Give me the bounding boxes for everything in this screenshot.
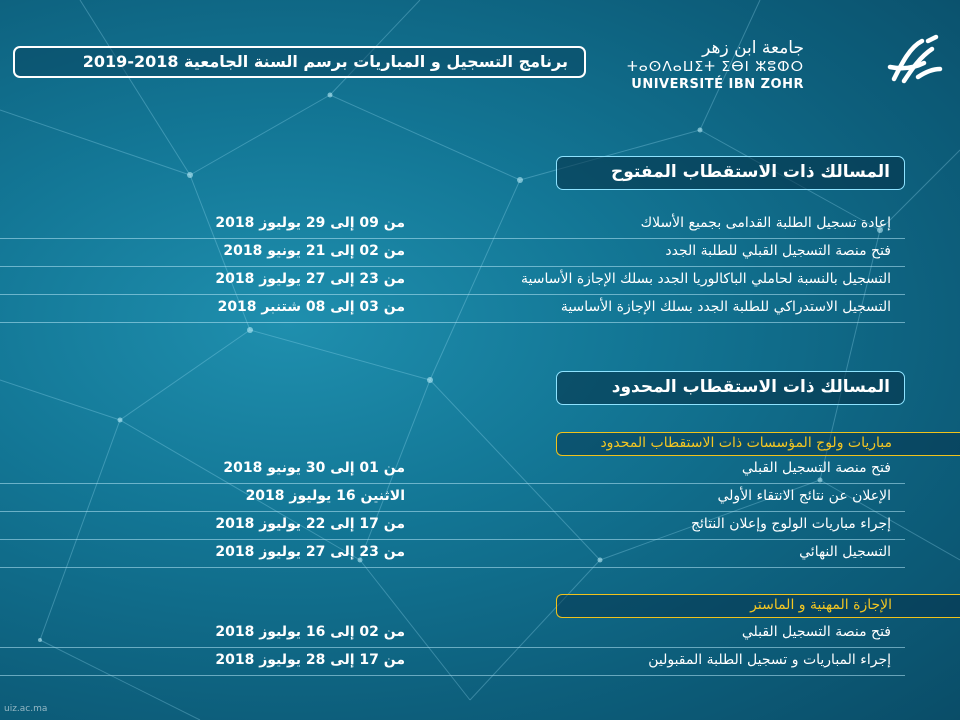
logo-arabic-name: جامعة ابن زهر (702, 38, 804, 58)
row-date: من 23 إلى 27 يوليوز 2018 (215, 544, 405, 560)
page-title: برنامج التسجيل و المباريات برسم السنة الجامعية 2018-2019 (13, 46, 586, 78)
row-date: من 17 إلى 22 يوليوز 2018 (215, 516, 405, 532)
subsection-header-masters: الإجازة المهنية و الماستر (556, 594, 960, 618)
table-row (0, 239, 905, 267)
row-date: من 02 إلى 21 يونيو 2018 (223, 243, 405, 259)
table-row (0, 512, 905, 540)
site-watermark: uiz.ac.ma (4, 704, 48, 714)
row-label: الإعلان عن نتائج الانتقاء الأولي (717, 488, 891, 504)
row-date: من 23 إلى 27 يوليوز 2018 (215, 271, 405, 287)
logo-tifinagh-name: ⵜⴰⵙⴷⴰⵡⵉⵜ ⵉⴱⵏ ⵣⵓⵀⵔ (626, 59, 804, 75)
table-row (0, 456, 905, 484)
row-date: الاثنين 16 يوليوز 2018 (245, 488, 405, 504)
row-label: إجراء المباريات و تسجيل الطلبة المقبولين (648, 652, 891, 668)
row-date: من 09 إلى 29 يوليوز 2018 (215, 215, 405, 231)
table-row (0, 484, 905, 512)
row-label: فتح منصة التسجيل القبلي للطلبة الجدد (665, 243, 891, 259)
table-row (0, 211, 905, 239)
row-label: فتح منصة التسجيل القبلي (741, 624, 891, 640)
logo-latin-name: UNIVERSITÉ IBN ZOHR (631, 77, 804, 92)
row-label: التسجيل بالنسبة لحاملي الباكالوريا الجدد بسلك الإجازة الأساسية (521, 271, 891, 287)
university-logo (626, 33, 946, 95)
table-row (0, 620, 905, 648)
table-row (0, 295, 905, 323)
section-header-open-access: المسالك ذات الاستقطاب المفتوح (556, 156, 905, 190)
row-date: من 03 إلى 08 شتنبر 2018 (217, 299, 405, 315)
table-row (0, 648, 905, 676)
university-emblem-icon (882, 33, 946, 89)
row-label: إجراء مباريات الولوج وإعلان النتائج (691, 516, 891, 532)
row-date: من 02 إلى 16 يوليوز 2018 (215, 624, 405, 640)
section-header-limited-access: المسالك ذات الاستقطاب المحدود (556, 371, 905, 405)
row-label: إعادة تسجيل الطلبة القدامى بجميع الأسلاك (640, 215, 891, 231)
row-label: التسجيل النهائي (799, 544, 891, 560)
row-label: التسجيل الاستدراكي للطلبة الجدد بسلك الإجازة الأساسية (560, 299, 891, 315)
table-row (0, 540, 905, 568)
table-row (0, 267, 905, 295)
row-date: من 01 إلى 30 يونيو 2018 (223, 460, 405, 476)
subsection-header-institutions: مباريات ولوج المؤسسات ذات الاستقطاب المحدود (556, 432, 960, 456)
row-date: من 17 إلى 28 يوليوز 2018 (215, 652, 405, 668)
row-label: فتح منصة التسجيل القبلي (741, 460, 891, 476)
